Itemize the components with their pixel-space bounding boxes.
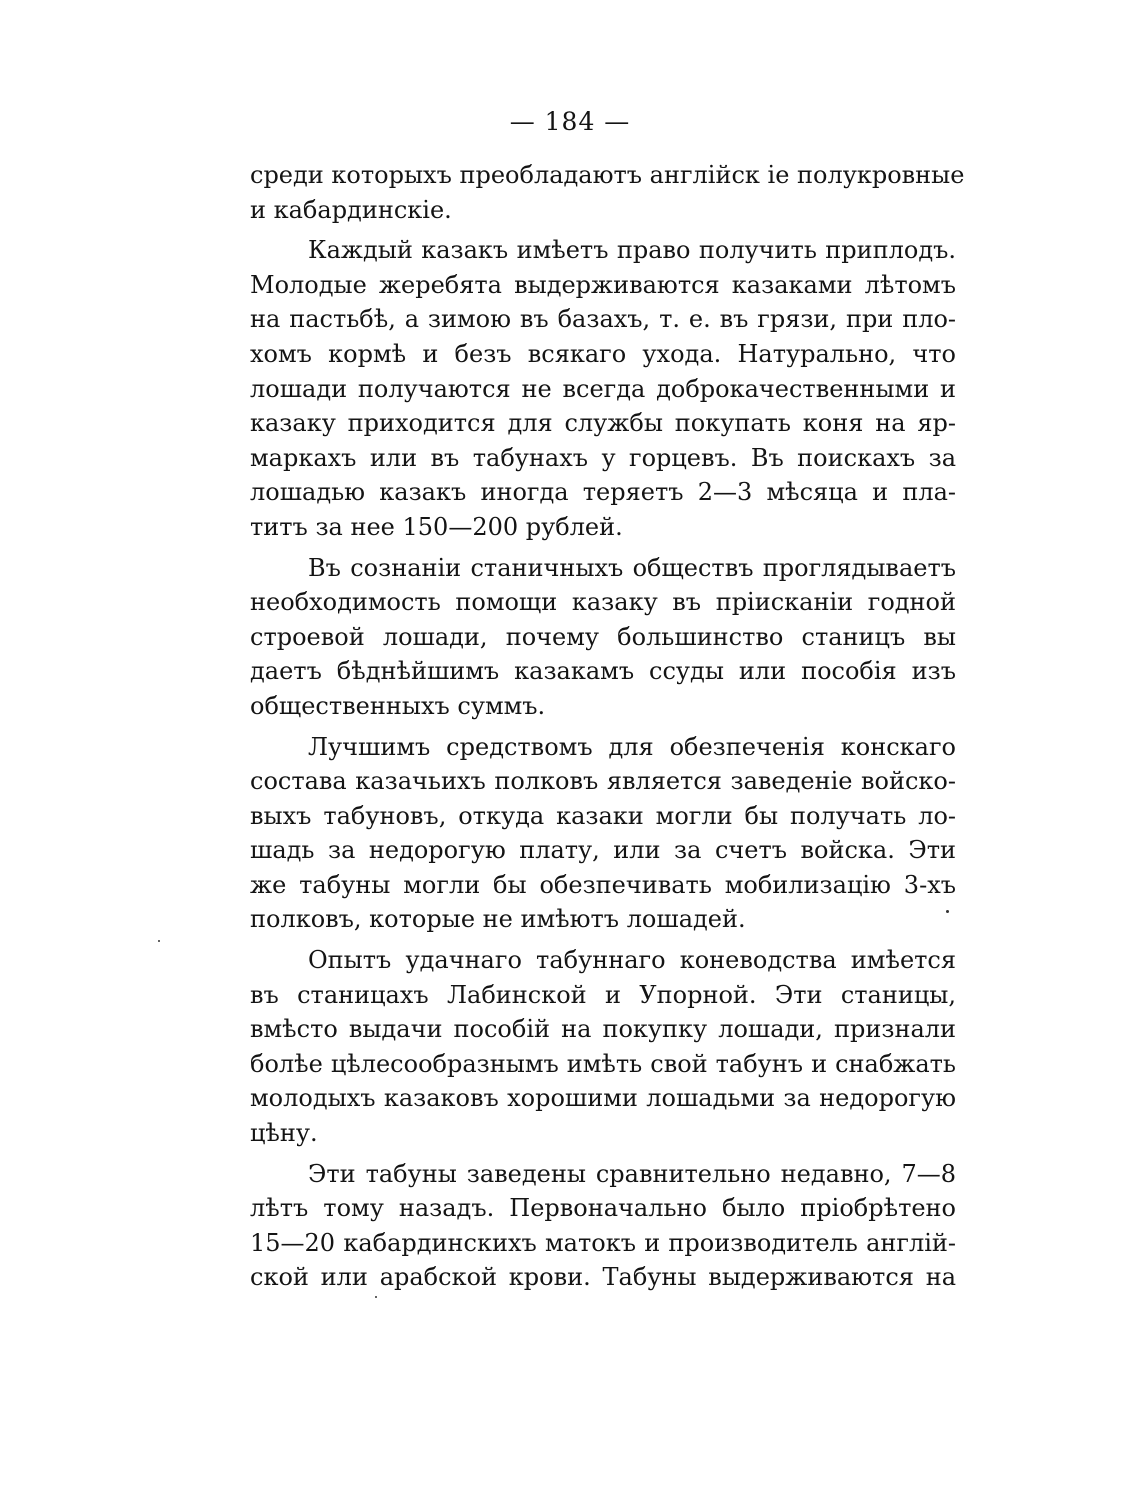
text-line: хомъ кормѣ и безъ всякаго ухода. Натурально, что xyxy=(250,339,956,368)
text-line: маркахъ или въ табунахъ у горцевъ. Въ поискахъ за xyxy=(250,443,956,472)
text-line: Эти табуны заведены сравнительно недавно, 7—8 xyxy=(308,1159,956,1188)
paragraph-5 xyxy=(250,943,956,1151)
paragraph-4 xyxy=(250,730,956,938)
scan-speck xyxy=(158,940,160,942)
scan-speck xyxy=(946,910,949,913)
text-line: же табуны могли бы обезпечивать мобилизацію 3-хъ xyxy=(250,870,956,899)
paragraph-3 xyxy=(250,551,956,724)
text-line: полковъ, которые не имѣютъ лошадей. xyxy=(250,905,746,934)
text-line: болѣе цѣлесообразнымъ имѣть свой табунъ и снабжать xyxy=(250,1049,956,1078)
text-line: казаку приходится для службы покупать коня на яр- xyxy=(250,409,956,438)
text-line: общественныхъ суммъ. xyxy=(250,691,546,720)
paragraph-1 xyxy=(250,158,965,227)
text-line: Каждый казакъ имѣетъ право получить приплодъ. xyxy=(308,236,956,265)
text-line: лѣтъ тому назадъ. Первоначально было пріобрѣтено xyxy=(250,1194,956,1223)
text-line: въ станицахъ Лабинской и Упорной. Эти станицы, xyxy=(250,980,956,1009)
text-line: лошади получаются не всегда доброкачественными и xyxy=(250,374,956,403)
text-line: Лучшимъ средствомъ для обезпеченія конскаго xyxy=(308,732,956,761)
paragraph-2 xyxy=(250,233,956,544)
text-line: шадь за недорогую плату, или за счетъ войска. Эти xyxy=(250,836,956,865)
text-line: вмѣсто выдачи пособій на покупку лошади, признали xyxy=(250,1015,956,1044)
text-line: цѣну. xyxy=(250,1119,318,1148)
text-line: состава казачьихъ полковъ является заведеніе войско- xyxy=(250,767,956,796)
text-line: даетъ бѣднѣйшимъ казакамъ ссуды или пособія изъ xyxy=(250,657,956,686)
text-line: на пастьбѣ, а зимою въ базахъ, т. е. въ грязи, при пло- xyxy=(250,305,956,334)
text-line: Опытъ удачнаго табуннаго коневодства имѣется xyxy=(308,946,956,975)
text-line: среди которыхъ преобладаютъ англійск іе полукровные xyxy=(250,161,965,189)
text-line: молодыхъ казаковъ хорошими лошадьми за недорогую xyxy=(250,1084,956,1113)
text-line: и кабардинскіе. xyxy=(250,195,452,224)
text-line: 15—20 кабардинскихъ матокъ и производитель англій- xyxy=(250,1228,956,1257)
page-number: — 184 — xyxy=(509,107,631,136)
text-line: Въ сознаніи станичныхъ обществъ проглядываетъ xyxy=(308,553,956,582)
text-line: титъ за нее 150—200 рублей. xyxy=(250,512,623,541)
text-line: строевой лошади, почему большинство станицъ вы xyxy=(250,622,956,651)
scan-speck xyxy=(375,1296,377,1298)
body-text xyxy=(250,158,965,1301)
text-line: лошадью казакъ иногда теряетъ 2—3 мѣсяца и пла- xyxy=(250,478,956,507)
paragraph-6 xyxy=(250,1157,956,1295)
text-line: необходимость помощи казаку въ пріисканіи годной xyxy=(250,588,956,617)
text-line: ской или арабской крови. Табуны выдерживаются на xyxy=(250,1263,956,1292)
text-line: выхъ табуновъ, откуда казаки могли бы получать ло- xyxy=(250,801,956,830)
text-line: Молодые жеребята выдерживаются казаками лѣтомъ xyxy=(250,270,956,299)
